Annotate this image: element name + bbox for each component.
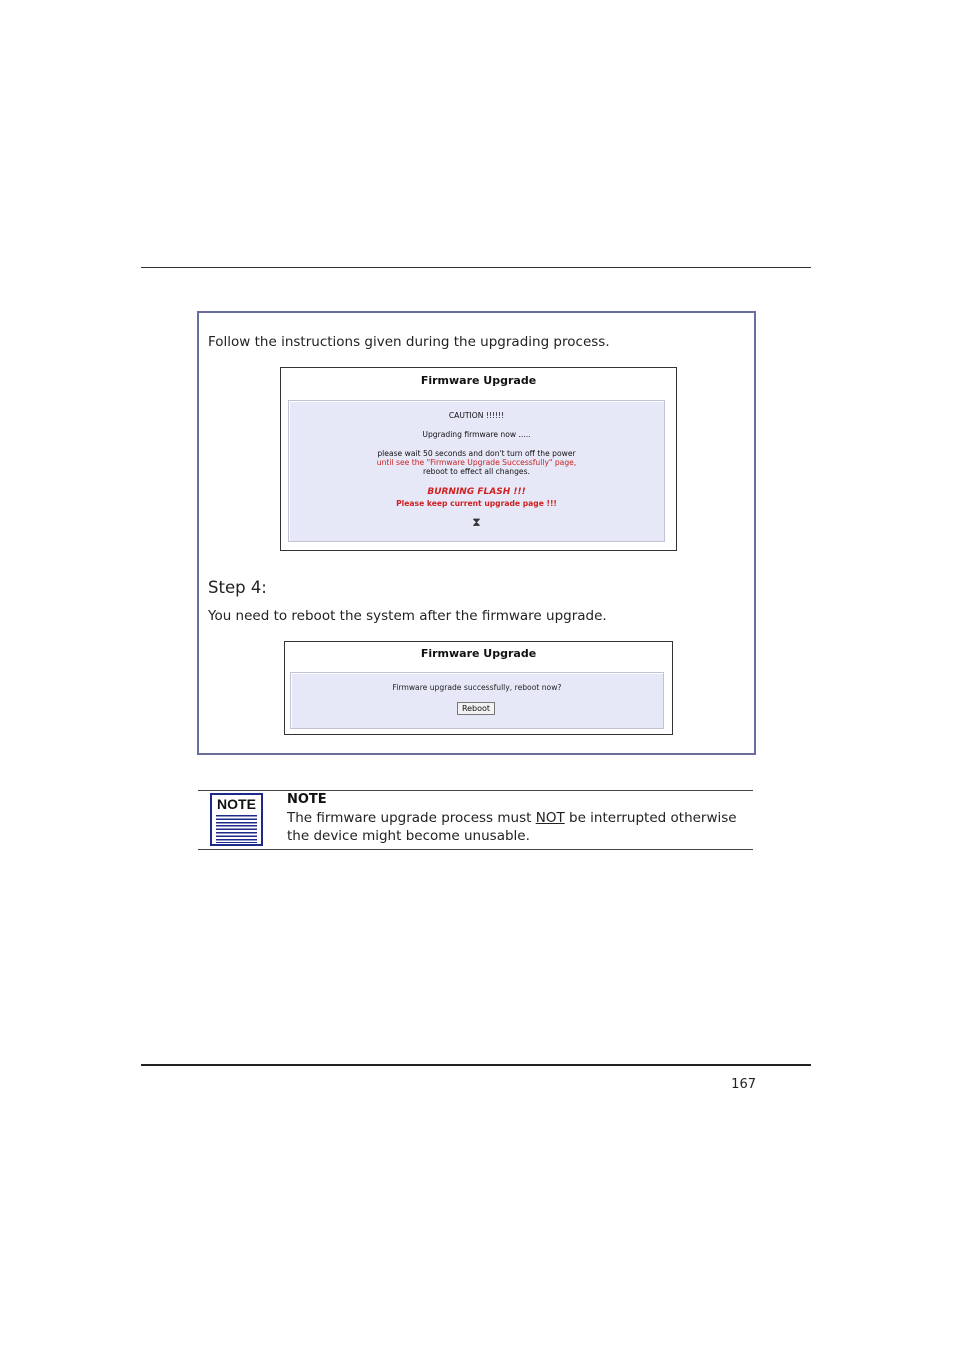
reboot-prompt: Firmware upgrade successfully, reboot now? (392, 683, 562, 692)
note-text-before: The firmware upgrade process must (287, 810, 536, 826)
note-bottom-rule (198, 849, 753, 850)
note-heading: NOTE (287, 792, 327, 807)
page-number: 167 (731, 1077, 756, 1092)
note-icon (210, 793, 263, 846)
note-badge-label: NOTE (217, 796, 256, 812)
caution-text: CAUTION !!!!!! (448, 411, 505, 420)
upgrade-progress-screenshot (280, 367, 677, 551)
upgrade-done-title: Firmware Upgrade (420, 647, 537, 660)
upgrade-progress-panel (288, 400, 665, 542)
upgrade-done-screenshot (284, 641, 673, 735)
intro-text: Follow the instructions given during the upgrading process. (208, 334, 610, 350)
step-description: You need to reboot the system after the firmware upgrade. (208, 608, 607, 624)
upgrade-progress-title: Firmware Upgrade (420, 374, 537, 387)
hourglass-icon: ⧗ (472, 515, 481, 529)
wait-text-line2: until see the "Firmware Upgrade Successfully" page, (376, 458, 577, 467)
step-heading: Step 4: (208, 578, 267, 597)
instruction-frame (197, 311, 756, 755)
note-body (287, 809, 753, 845)
note-top-rule (198, 790, 753, 791)
wait-text-line3: reboot to effect all changes. (423, 467, 530, 476)
reboot-button[interactable]: Reboot (457, 702, 495, 715)
note-emphasis: NOT (535, 810, 565, 826)
note-lines-decoration (216, 815, 257, 843)
keep-page-text: Please keep current upgrade page !!! (396, 499, 557, 508)
footer-rule (141, 1064, 811, 1066)
note-text-after: be interrupted otherwise the device might become unusable. (287, 810, 737, 844)
wait-text-line1: please wait 50 seconds and don't turn off the power (377, 449, 576, 458)
upgrade-done-panel (290, 672, 664, 729)
upgrading-text: Upgrading firmware now ..... (422, 430, 531, 439)
burning-flash-text: BURNING FLASH !!! (427, 487, 526, 497)
header-rule (141, 267, 811, 268)
